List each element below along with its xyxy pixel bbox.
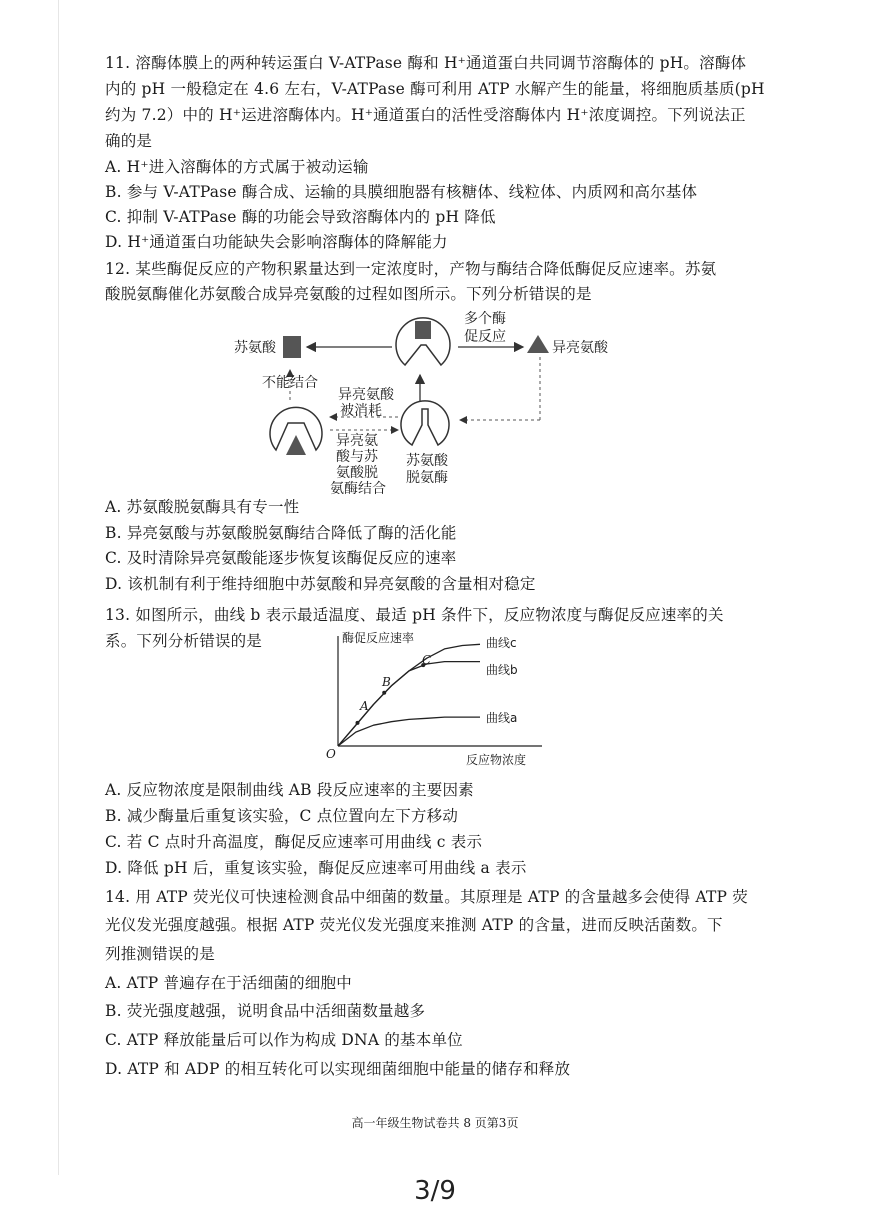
- chart-series-group: [338, 644, 480, 746]
- q14-stem-line: 14. 用 ATP 荧光仪可快速检测食品中细菌的数量。其原理是 ATP 的含量越多会使得 ATP 荧: [105, 888, 748, 906]
- q11-stem-line: 确的是: [105, 132, 153, 150]
- multi-enzyme-label-2: 促反应: [464, 329, 506, 345]
- curve-point-1: [382, 691, 386, 695]
- consumed-label-2: 被消耗: [340, 403, 382, 419]
- isoleucine-triangle: [527, 335, 549, 353]
- page-footer: 高一年级生物试卷共 8 页第3页: [351, 1116, 519, 1130]
- free-enzyme: [401, 401, 449, 445]
- q13-stem-line: 13. 如图所示，曲线 b 表示最适温度、最适 pH 条件下，反应物浓度与酶促反应速率的关: [105, 606, 724, 624]
- point-c-label: C: [422, 653, 432, 667]
- enzyme-name-2: 脱氨酶: [406, 470, 448, 486]
- q11-stem-line: 约为 7.2）中的 H⁺运进溶酶体内。H⁺通道蛋白的活性受溶酶体内 H⁺浓度调控。下列说法正: [105, 106, 746, 124]
- feedback-inhibition-diagram: [220, 305, 620, 495]
- q14-option-c: C. ATP 释放能量后可以作为构成 DNA 的基本单位: [105, 1031, 463, 1049]
- q11-stem-line: 内的 pH 一般稳定在 4.6 左右，V-ATPase 酶可利用 ATP 水解产生的能量，将细胞质基质(pH: [105, 80, 765, 98]
- multi-enzyme-label: 多个酶: [464, 311, 506, 327]
- curve-b-label: 曲线b: [486, 663, 518, 677]
- curve-point-0: [356, 721, 360, 725]
- q14-stem-line: 列推测错误的是: [105, 945, 215, 963]
- q14-option-d: D. ATP 和 ADP 的相互转化可以实现细菌细胞中能量的储存和释放: [105, 1060, 571, 1078]
- q14-option-a: A. ATP 普遍存在于活细菌的细胞中: [105, 974, 352, 992]
- bound-substrate: [415, 321, 431, 339]
- q12-stem-line: 12. 某些酶促反应的产物积累量达到一定浓度时，产物与酶结合降低酶促反应速率。苏氨: [105, 260, 717, 278]
- q11-option-a: A. H⁺进入溶酶体的方式属于被动运输: [105, 158, 369, 176]
- q13-stem-line: 系。下列分析错误的是: [105, 632, 263, 650]
- binding-label-1: 异亮氨: [336, 433, 378, 449]
- q13-option-d: D. 降低 pH 后，重复该实验，酶促反应速率可用曲线 a 表示: [105, 859, 527, 877]
- q11-option-c: C. 抑制 V-ATPase 酶的功能会导致溶酶体内的 pH 降低: [105, 208, 496, 226]
- q14-option-b: B. 荧光强度越强，说明食品中活细菌数量越多: [105, 1002, 426, 1020]
- threonine-square: [283, 336, 301, 358]
- curve-a-label: 曲线a: [486, 711, 518, 725]
- q12-option-c: C. 及时清除异亮氨酸能逐步恢复该酶促反应的速率: [105, 549, 457, 567]
- origin-label: O: [326, 747, 336, 761]
- x-axis-label: 反应物浓度: [466, 753, 527, 767]
- enzyme-name-1: 苏氨酸: [406, 453, 448, 469]
- curve-c-label: 曲线c: [486, 636, 517, 650]
- bound-isoleucine: [286, 435, 306, 455]
- q13-option-c: C. 若 C 点时升高温度，酶促反应速率可用曲线 c 表示: [105, 833, 483, 851]
- q14-stem-line: 光仪发光强度越强。根据 ATP 荧光仪发光强度来推测 ATP 的含量，进而反映活菌数。下: [105, 916, 723, 934]
- cannot-bind-label: 不能结合: [262, 375, 318, 391]
- binding-label-3: 氨酸脱: [336, 465, 378, 481]
- y-axis-label: 酶促反应速率: [342, 631, 415, 645]
- consumed-label-1: 异亮氨酸: [338, 387, 394, 403]
- scan-edge: [58, 0, 59, 1175]
- point-b-label: B: [382, 675, 391, 689]
- point-a-label: A: [360, 699, 369, 713]
- q11-option-d: D. H⁺通道蛋白功能缺失会影响溶酶体的降解能力: [105, 233, 448, 251]
- q12-option-a: A. 苏氨酸脱氨酶具有专一性: [105, 498, 300, 516]
- q11-option-b: B. 参与 V-ATPase 酶合成、运输的具膜细胞器有核糖体、线粒体、内质网和高尔基体: [105, 183, 698, 201]
- q12-option-b: B. 异亮氨酸与苏氨酸脱氨酶结合降低了酶的活化能: [105, 524, 457, 542]
- q12-stem-line: 酸脱氨酶催化苏氨酸合成异亮氨酸的过程如图所示。下列分析错误的是: [105, 285, 592, 303]
- q12-option-d: D. 该机制有利于维持细胞中苏氨酸和异亮氨酸的含量相对稳定: [105, 575, 536, 593]
- q13-option-a: A. 反应物浓度是限制曲线 AB 段反应速率的主要因素: [105, 781, 474, 799]
- isoleucine-label: 异亮氨酸: [552, 340, 608, 356]
- q11-stem-line: 11. 溶酶体膜上的两种转运蛋白 V-ATPase 酶和 H⁺通道蛋白共同调节溶酶体的 pH。溶酶体: [105, 54, 747, 72]
- q13-option-b: B. 减少酶量后重复该实验，C 点位置向左下方移动: [105, 807, 459, 825]
- threonine-label: 苏氨酸: [234, 340, 276, 356]
- page-number: 3/9: [414, 1176, 456, 1206]
- binding-label-4: 氨酶结合: [330, 481, 386, 495]
- binding-label-2: 酸与苏: [336, 449, 378, 465]
- enzyme-rate-chart: [310, 628, 560, 773]
